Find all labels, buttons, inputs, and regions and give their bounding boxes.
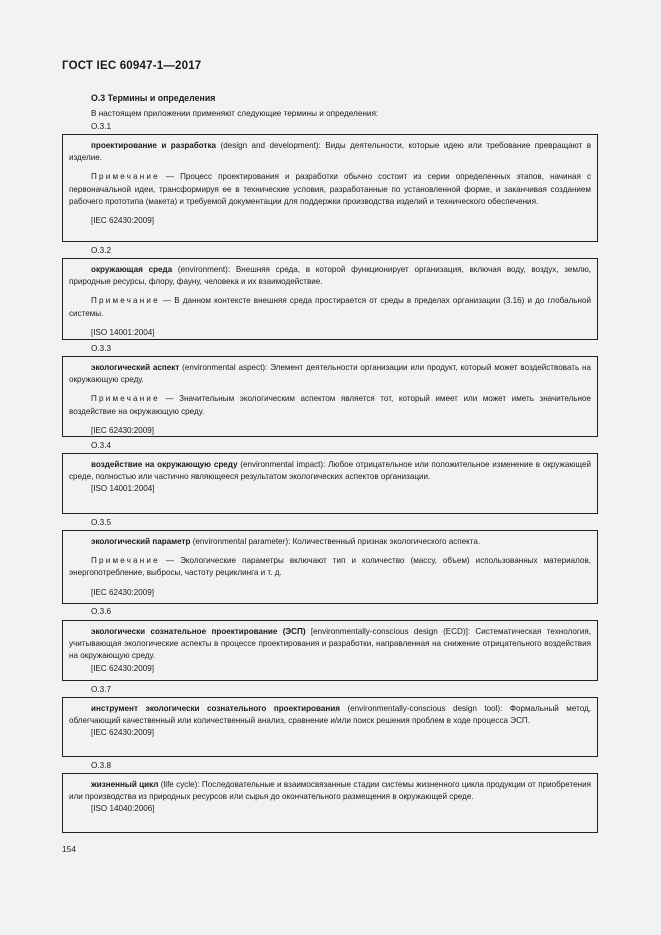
term-name: экологический аспект [91,363,180,372]
term-name: инструмент экологически сознательного проектирования [91,704,340,713]
term-box [62,530,598,604]
term-number: О.3.7 [91,685,112,694]
note-label: Примечание [91,172,160,182]
term-definition: (environment): Внешняя среда, в которой функционирует организация, включая воду, воздух, землю, природные ресурсы, флору, фауну, человека и их взаимодействие. [69,265,592,287]
note-text: — Экологические параметры включают тип и количество (массу, объем) использованных материалов, энергопотребление, выбросы, частоту рециклинга и т. д. [69,556,591,578]
note-label: Примечание [91,296,160,306]
term-definition: (life cycle): Последовательные и взаимосвязанные стадии системы жизненного цикла продукции от приобретения или производства из природных ресурсов или сырья до окончательного размещения в окружающей среде. [69,780,591,802]
term-number: О.3.8 [91,761,112,770]
term-reference: [IEC 62430:2009] [91,216,154,226]
term-definition: [environmentally-conscious design (ECD)]: Систематическая технология, учитывающая экологические аспекты в процессе проектирования и разработки, направленная на снижение отрицательного воздействия на окружающую среду. [69,627,591,661]
term-number: О.3.3 [91,344,112,353]
note-text: — Процесс проектирования и разработки обычно состоит из серии определенных этапов, начиная с первоначальной идеи, трансформируя ее в технические условия, разработанные по установленной форме, и заканчивая созданием рабочего прототипа (макета) и требуемой документации для поддержки производства изделий и технического обеспечения. [69,172,591,206]
section-title: О.3 Термины и определения [91,93,216,103]
term-number: О.3.5 [91,518,112,527]
term-box [62,773,598,833]
note-text: — Значительным экологическим аспектом является тот, который имеет или может иметь значительное воздействие на окружающую среду. [69,394,591,416]
term-reference: [IEC 62430:2009] [91,663,154,673]
term-definition: (design and development): Виды деятельности, которые идею или требование превращают в изделие. [69,141,591,163]
term-reference: [ISO 14040:2006] [91,804,155,814]
section-intro: В настоящем приложении применяют следующие термины и определения: [91,109,379,118]
term-box [62,620,598,681]
term-reference: [ISO 14001:2004] [91,484,155,494]
term-number: О.3.2 [91,246,112,255]
term-box [62,453,598,514]
term-name: проектирование и разработка [91,141,217,150]
term-definition: (environmental aspect): Элемент деятельности организации или продукт, который может воздействовать на окружающую среду. [69,363,591,385]
page-number: 154 [62,844,76,854]
term-number: О.3.1 [91,122,112,131]
term-box [62,134,598,242]
term-name: воздействие на окружающую среду [91,460,238,469]
term-box [62,356,598,437]
note-label: Примечание [91,394,160,404]
term-reference: [IEC 62430:2009] [91,728,154,738]
term-reference: [IEC 62430:2009] [91,425,154,435]
term-name: окружающая среда [91,265,173,274]
term-definition: (environmental impact): Любое отрицательное или положительное изменение в окружающей среде, полностью или частично являющееся результатом экологических аспектов организации. [69,460,591,482]
term-definition: (environmentally-conscious design tool): Формальный метод, облегчающий качественный или количественный анализ, сравнение и/или поиск решения проблем в ходе процесса ЭСП. [69,704,591,726]
note-text: — В данном контексте внешняя среда простирается от среды в пределах организации (3.16) и до глобальной системы. [69,296,591,318]
term-number: О.3.4 [91,441,112,450]
term-reference: [IEC 62430:2009] [91,587,154,597]
term-definition: (environmental parameter): Количественный признак экологического аспекта. [190,537,481,546]
document-header: ГОСТ IEC 60947-1—2017 [62,60,202,72]
note-label: Примечание [91,556,160,566]
term-box [62,697,598,757]
term-reference: [ISO 14001:2004] [91,327,155,337]
term-name: жизненный цикл [91,780,159,789]
term-name: экологически сознательное проектирование (ЭСП) [91,627,306,636]
term-box [62,258,598,340]
term-number: О.3.6 [91,607,112,616]
term-name: экологический параметр [91,537,191,546]
